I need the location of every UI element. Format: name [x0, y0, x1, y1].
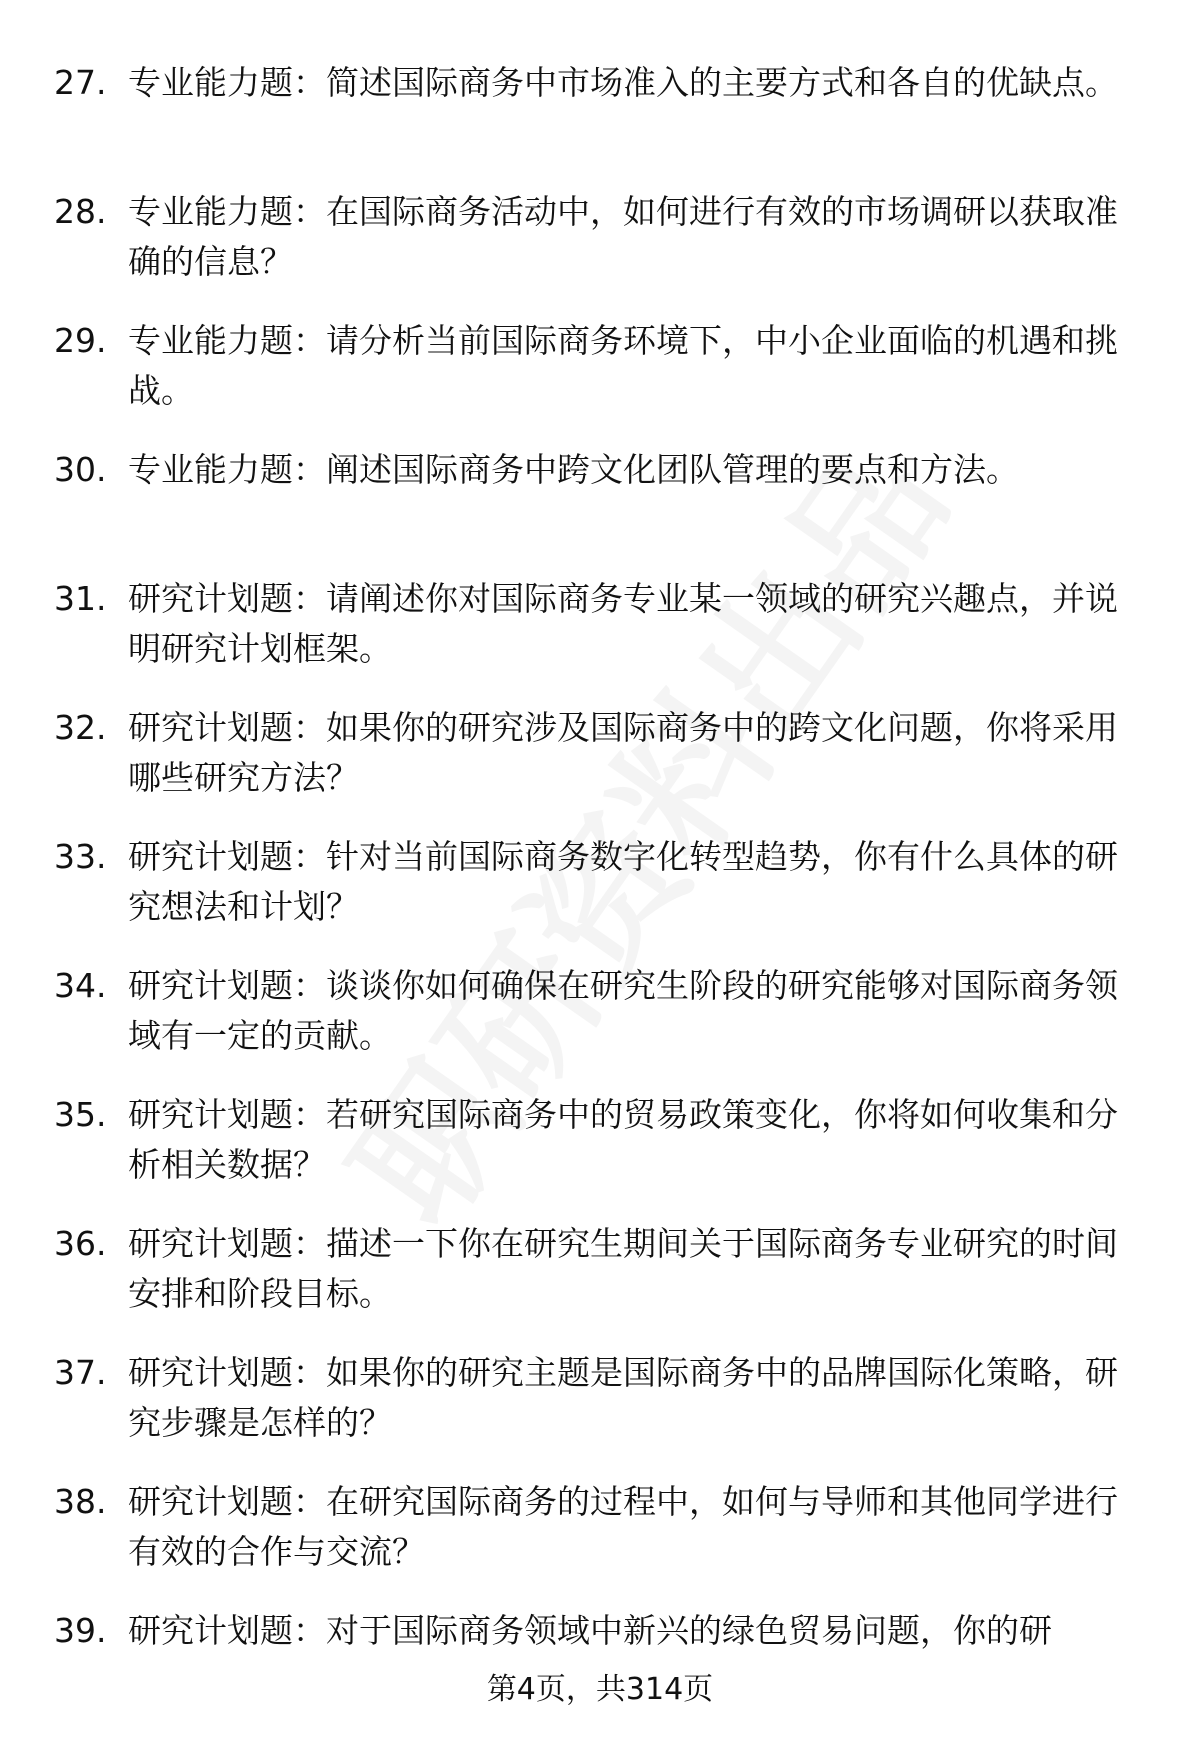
- question-content: 简述国际商务中市场准入的主要方式和各自的优缺点。: [326, 63, 1118, 102]
- question-text: [128, 961, 1148, 1061]
- question-number: 34.: [54, 966, 107, 1005]
- question-number: 37.: [54, 1353, 107, 1392]
- question-category: 研究计划题：: [128, 708, 326, 747]
- list-item: [0, 574, 1200, 703]
- question-content: 对于国际商务领域中新兴的绿色贸易问题，你的研: [326, 1611, 1052, 1650]
- question-list: [0, 58, 1200, 1735]
- list-item: [0, 445, 1200, 574]
- question-text: [128, 703, 1148, 803]
- question-content: 在国际商务活动中，如何进行有效的市场调研以获取准确的信息？: [128, 192, 1118, 281]
- question-text: [128, 1219, 1148, 1319]
- question-number: 28.: [54, 192, 107, 231]
- question-category: 专业能力题：: [128, 63, 326, 102]
- question-content: 若研究国际商务中的贸易政策变化，你将如何收集和分析相关数据？: [128, 1095, 1118, 1184]
- page-number: 第4页，共314页: [486, 1672, 714, 1707]
- list-item: [0, 187, 1200, 316]
- question-content: 描述一下你在研究生期间关于国际商务专业研究的时间安排和阶段目标。: [128, 1224, 1118, 1313]
- question-category: 专业能力题：: [128, 450, 326, 489]
- question-category: 研究计划题：: [128, 579, 326, 618]
- question-text: [128, 445, 1148, 495]
- question-text: [128, 187, 1148, 287]
- question-content: 请阐述你对国际商务专业某一领域的研究兴趣点，并说明研究计划框架。: [128, 579, 1118, 668]
- question-category: 专业能力题：: [128, 321, 326, 360]
- list-item: [0, 58, 1200, 187]
- question-number: 29.: [54, 321, 107, 360]
- list-item: [0, 316, 1200, 445]
- list-item: [0, 961, 1200, 1090]
- question-category: 研究计划题：: [128, 837, 326, 876]
- question-number: 36.: [54, 1224, 107, 1263]
- list-item: [0, 1219, 1200, 1348]
- question-content: 请分析当前国际商务环境下，中小企业面临的机遇和挑战。: [128, 321, 1118, 410]
- question-text: [128, 1090, 1148, 1190]
- question-content: 阐述国际商务中跨文化团队管理的要点和方法。: [326, 450, 1019, 489]
- question-category: 研究计划题：: [128, 1353, 326, 1392]
- question-content: 在研究国际商务的过程中，如何与导师和其他同学进行有效的合作与交流？: [128, 1482, 1118, 1571]
- list-item: [0, 1348, 1200, 1477]
- question-text: [128, 1348, 1148, 1448]
- list-item: [0, 703, 1200, 832]
- question-number: 33.: [54, 837, 107, 876]
- question-number: 35.: [54, 1095, 107, 1134]
- question-category: 研究计划题：: [128, 1482, 326, 1521]
- list-item: [0, 1090, 1200, 1219]
- question-content: 针对当前国际商务数字化转型趋势，你有什么具体的研究想法和计划？: [128, 837, 1118, 926]
- question-number: 39.: [54, 1611, 107, 1650]
- question-content: 如果你的研究涉及国际商务中的跨文化问题，你将采用哪些研究方法？: [128, 708, 1118, 797]
- question-content: 如果你的研究主题是国际商务中的品牌国际化策略，研究步骤是怎样的？: [128, 1353, 1118, 1442]
- question-category: 研究计划题：: [128, 1095, 326, 1134]
- question-number: 30.: [54, 450, 107, 489]
- question-category: 研究计划题：: [128, 1224, 326, 1263]
- question-text: [128, 832, 1148, 932]
- question-text: [128, 1477, 1148, 1577]
- question-number: 31.: [54, 579, 107, 618]
- question-text: [128, 58, 1148, 108]
- question-text: [128, 574, 1148, 674]
- question-category: 研究计划题：: [128, 966, 326, 1005]
- question-number: 27.: [54, 63, 107, 102]
- question-number: 38.: [54, 1482, 107, 1521]
- question-text: [128, 1606, 1148, 1656]
- list-item: [0, 1477, 1200, 1606]
- question-text: [128, 316, 1148, 416]
- question-content: 谈谈你如何确保在研究生阶段的研究能够对国际商务领域有一定的贡献。: [128, 966, 1118, 1055]
- question-category: 专业能力题：: [128, 192, 326, 231]
- question-category: 研究计划题：: [128, 1611, 326, 1650]
- question-number: 32.: [54, 708, 107, 747]
- list-item: [0, 832, 1200, 961]
